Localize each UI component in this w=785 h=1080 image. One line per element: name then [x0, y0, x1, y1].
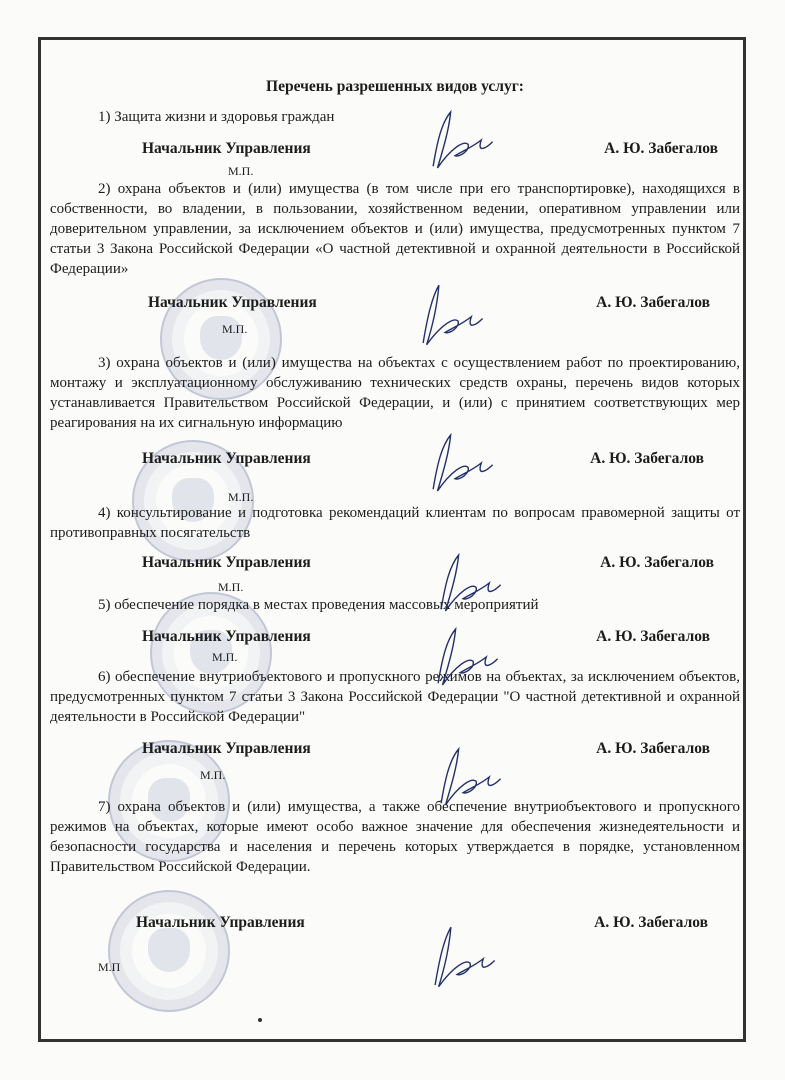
service-item-1: 1) Защита жизни и здоровья граждан	[98, 109, 335, 125]
page-mark	[258, 1018, 262, 1022]
stamp-label: М.П.	[228, 490, 254, 504]
signature-line-1	[50, 139, 740, 178]
signer-position: Начальник Управления	[142, 554, 311, 571]
signature-line-7	[50, 913, 740, 974]
document-body	[50, 45, 740, 974]
service-item-5: 5) обеспечение порядка в местах проведения массовых мероприятий	[98, 597, 539, 613]
signature-line-6	[50, 739, 740, 782]
service-item-4: 4) консультирование и подготовка рекомендаций клиентам по вопросам правомерной защиты от противоправных посягательств	[50, 505, 740, 541]
stamp-label: М.П.	[218, 580, 244, 594]
service-item-6: 6) обеспечение внутриобъектового и пропускного режимов на объектах, за исключением объектов, предусмотренных пунктом 7 статьи 3 Закона Российской Федерации "О частной детективной и охранной деятельности в Российской Федерации"	[50, 669, 740, 725]
signature-line-2	[50, 293, 740, 336]
handwritten-signature	[418, 742, 508, 812]
signer-name: А. Ю. Забегалов	[596, 740, 710, 757]
service-item-7: 7) охрана объектов и (или) имущества, а также обеспечение внутриобъектового и пропускного режимов на объектах, которые имеют особо важное значение для обеспечения жизнедеятельности и безопасности государства и населения и перечень которых утверждается в порядке, установленном Правительством Российской Федерации.	[50, 799, 740, 875]
stamp-label: М.П.	[200, 768, 226, 782]
signer-position: Начальник Управления	[142, 740, 311, 757]
handwritten-signature	[400, 280, 490, 350]
signer-name: А. Ю. Забегалов	[596, 628, 710, 645]
signer-position: Начальник Управления	[142, 140, 311, 157]
signature-line-5	[50, 627, 740, 664]
stamp-label: М.П.	[222, 322, 248, 336]
handwritten-signature	[415, 622, 505, 692]
signer-name: А. Ю. Забегалов	[590, 450, 704, 467]
service-item-2: 2) охрана объектов и (или) имущества (в том числе при его транспортировке), находящихся в собственности, во владении, в пользовании, хозяйственном ведении, оперативном управлении или доверительном управлении, за исключением объектов и (или) имущества, предусмотренных пунктом 7 статьи 3 Закона Российской Федерации «О частной детективной и охранной деятельности в Российской Федерации»	[50, 181, 740, 277]
handwritten-signature	[410, 105, 500, 175]
stamp-label: М.П.	[212, 650, 238, 664]
signature-line-4	[50, 553, 740, 594]
signer-name: А. Ю. Забегалов	[600, 554, 714, 571]
document-title: Перечень разрешенных видов услуг:	[266, 78, 524, 95]
signer-position: Начальник Управления	[136, 914, 305, 931]
signer-name: А. Ю. Забегалов	[594, 914, 708, 931]
handwritten-signature	[418, 548, 508, 618]
stamp-label: М.П.	[228, 164, 254, 178]
signer-position: Начальник Управления	[148, 294, 317, 311]
handwritten-signature	[410, 428, 500, 498]
service-item-3: 3) охрана объектов и (или) имущества на объектах с осуществлением работ по проектированию, монтажу и эксплуатационному обслуживанию технических средств охраны, перечень видов которых устанавливается Правительством Российской Федерации, и (или) с принятием соответствующих мер реагирования на их сигнальную информацию	[50, 355, 740, 431]
signer-name: А. Ю. Забегалов	[596, 294, 710, 311]
handwritten-signature	[412, 922, 502, 992]
signature-line-3	[50, 449, 740, 504]
signer-position: Начальник Управления	[142, 628, 311, 645]
stamp-label: М.П	[98, 960, 121, 974]
signer-name: А. Ю. Забегалов	[604, 140, 718, 157]
signer-position: Начальник Управления	[142, 450, 311, 467]
